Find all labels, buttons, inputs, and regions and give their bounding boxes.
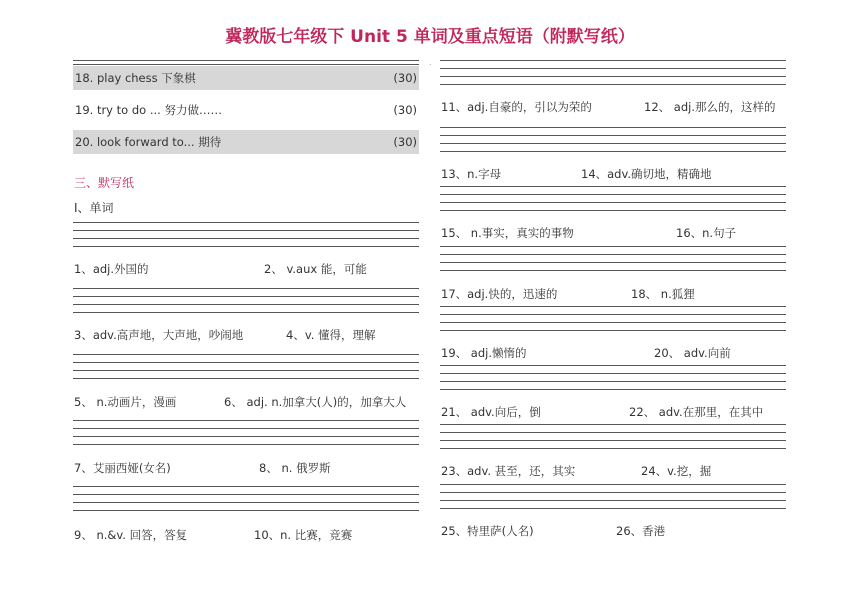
writing-line — [440, 84, 786, 85]
subsection-title: I、单词 — [74, 201, 114, 215]
writing-line — [440, 492, 786, 493]
page-mark: . — [429, 58, 432, 67]
vocab-item: 6、 adj. n.加拿大(人)的，加拿大人 — [224, 395, 407, 409]
writing-line — [440, 186, 786, 187]
writing-line — [73, 428, 419, 429]
writing-line — [440, 202, 786, 203]
writing-line — [440, 76, 786, 77]
vocab-item: 14、adv.确切地，精确地 — [581, 167, 712, 181]
writing-line — [440, 68, 786, 69]
writing-line — [73, 304, 419, 305]
writing-line — [440, 262, 786, 263]
writing-line — [440, 314, 786, 315]
vocab-item: 7、艾丽西娅(女名) — [74, 461, 171, 475]
writing-line — [73, 494, 419, 495]
writing-line — [73, 230, 419, 231]
writing-line — [73, 312, 419, 313]
writing-line — [440, 440, 786, 441]
writing-line — [73, 354, 419, 355]
vocab-item: 21、 adv.向后，倒 — [441, 405, 541, 419]
writing-line — [440, 432, 786, 433]
writing-line — [440, 246, 786, 247]
writing-line — [73, 60, 419, 61]
writing-line — [440, 365, 786, 366]
writing-line — [73, 238, 419, 239]
vocab-item: 4、v. 懂得，理解 — [286, 328, 376, 342]
writing-line — [440, 254, 786, 255]
writing-line — [440, 210, 786, 211]
writing-line — [73, 370, 419, 371]
vocab-item: 18、 n.狐狸 — [631, 287, 695, 301]
phrase-row — [73, 66, 419, 90]
vocab-item: 2、 v.aux 能，可能 — [264, 262, 367, 276]
vocab-item: 5、 n.动画片，漫画 — [74, 395, 177, 409]
vocab-item: 24、v.挖，掘 — [641, 464, 712, 478]
vocab-item: 17、adj.快的，迅速的 — [441, 287, 558, 301]
phrase-score: (30) — [393, 103, 417, 117]
writing-line — [440, 194, 786, 195]
writing-line — [440, 508, 786, 509]
writing-line — [440, 127, 786, 128]
writing-line — [440, 448, 786, 449]
phrase-text: 18. play chess 下象棋 — [75, 71, 196, 85]
writing-line — [73, 436, 419, 437]
writing-line — [440, 381, 786, 382]
writing-line — [440, 60, 786, 61]
vocab-item: 23、adv. 甚至，还，其实 — [441, 464, 576, 478]
vocab-item: 11、adj.自豪的，引以为荣的 — [441, 100, 592, 114]
vocab-item: 19、 adj.懒惰的 — [441, 346, 527, 360]
phrase-text: 19. try to do ... 努力做…… — [75, 103, 222, 117]
writing-line — [440, 500, 786, 501]
vocab-item: 16、n.句子 — [676, 226, 737, 240]
writing-line — [440, 330, 786, 331]
writing-line — [440, 143, 786, 144]
vocab-item: 15、 n.事实，真实的事物 — [441, 226, 574, 240]
writing-line — [73, 502, 419, 503]
writing-line — [73, 444, 419, 445]
writing-line — [73, 288, 419, 289]
vocab-item: 12、 adj.那么的，这样的 — [644, 100, 776, 114]
writing-line — [73, 362, 419, 363]
writing-line — [440, 306, 786, 307]
writing-line — [73, 486, 419, 487]
writing-line — [73, 420, 419, 421]
vocab-item: 25、特里萨(人名) — [441, 524, 534, 538]
phrase-score: (30) — [393, 71, 417, 85]
vocab-item: 8、 n. 俄罗斯 — [259, 461, 331, 475]
writing-line — [73, 222, 419, 223]
section-title: 三、默写纸 — [74, 176, 135, 190]
writing-line — [73, 246, 419, 247]
vocab-item: 22、 adv.在那里，在其中 — [629, 405, 764, 419]
writing-line — [440, 484, 786, 485]
writing-line — [73, 510, 419, 511]
writing-line — [440, 373, 786, 374]
writing-line — [73, 296, 419, 297]
vocab-item: 9、 n.&v. 回答，答复 — [74, 528, 188, 542]
phrase-score: (30) — [393, 135, 417, 149]
writing-line — [440, 135, 786, 136]
vocab-item: 26、香港 — [616, 524, 666, 538]
vocab-item: 13、n.字母 — [441, 167, 502, 181]
writing-line — [440, 424, 786, 425]
phrase-text: 20. look forward to... 期待 — [75, 135, 222, 149]
vocab-item: 1、adj.外国的 — [74, 262, 149, 276]
page-title: 冀教版七年级下 Unit 5 单词及重点短语（附默写纸） — [225, 27, 635, 47]
vocab-item: 3、adv.高声地，大声地，吵闹地 — [74, 328, 244, 342]
phrase-row — [73, 130, 419, 154]
writing-line — [73, 378, 419, 379]
phrase-row — [73, 98, 419, 122]
writing-line — [440, 322, 786, 323]
writing-line — [73, 64, 419, 65]
vocab-item: 10、n. 比赛，竞赛 — [254, 528, 353, 542]
writing-line — [440, 389, 786, 390]
writing-line — [440, 151, 786, 152]
writing-line — [440, 270, 786, 271]
vocab-item: 20、 adv.向前 — [654, 346, 731, 360]
